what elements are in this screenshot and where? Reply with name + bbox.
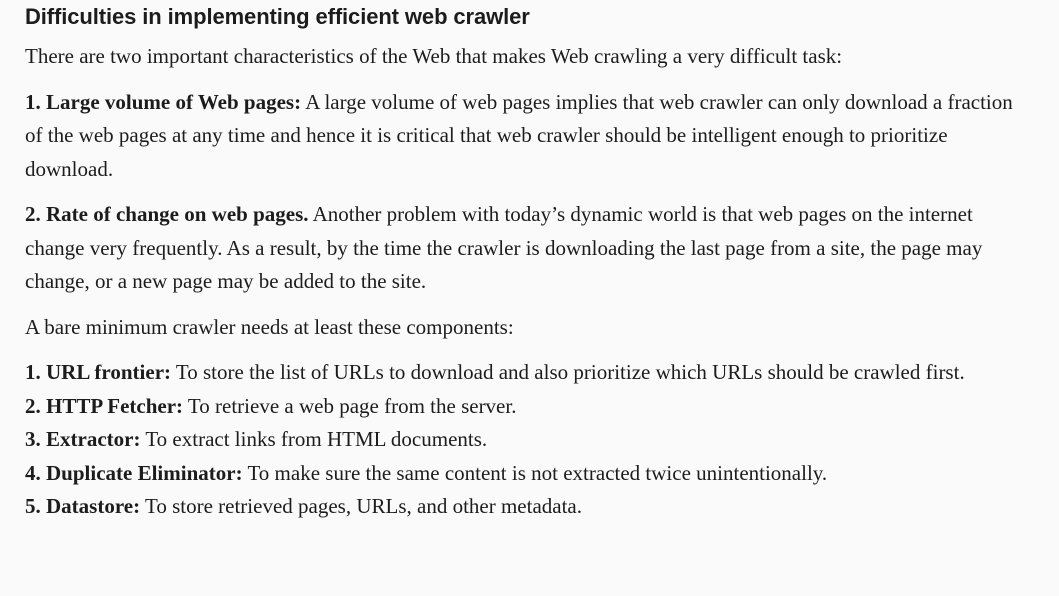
component-duplicate-eliminator [25,457,1025,491]
component-term: 4. Duplicate Eliminator: [25,460,243,485]
component-url-frontier [25,356,1025,390]
challenge-term: 1. Large volume of Web pages: [25,89,302,114]
component-text: To store retrieved pages, URLs, and other metadata. [140,494,583,518]
component-text: To retrieve a web page from the server. [183,393,517,418]
component-text: To make sure the same content is not extracted twice unintentionally. [242,460,828,485]
intro-paragraph: There are two important characteristics of the Web that makes Web crawling a very difficult task: [25,44,843,68]
component-term: 5. Datastore: [25,494,141,518]
component-term: 1. URL frontier: [25,360,172,384]
challenge-text: A large volume of web pages implies that web crawler can only download a fraction of the web pages at any time and hence it is critical that web crawler should be intelligent enough to prioritize download. [25,89,1013,181]
component-term: 3. Extractor: [25,427,141,451]
component-datastore [25,490,1025,524]
components-intro: A bare minimum crawler needs at least these components: [25,314,514,339]
components-list [25,356,1025,524]
challenge-rate-of-change [25,198,1025,299]
challenge-large-volume [25,86,1025,187]
component-text: To extract links from HTML documents. [140,427,488,451]
component-term: 2. HTTP Fetcher: [25,393,184,418]
article-heading: Difficulties in implementing efficient web crawler [25,4,530,29]
component-http-fetcher [25,390,1025,424]
challenge-text: Another problem with today’s dynamic world is that web pages on the internet change very frequently. As a result, by the time the crawler is downloading the last page from a site, the page may change, or a new page may be added to the site. [25,202,983,293]
challenge-term: 2. Rate of change on web pages. [25,202,309,226]
component-extractor [25,423,1025,457]
component-text: To store the list of URLs to download and also prioritize which URLs should be crawled first. [171,360,965,384]
